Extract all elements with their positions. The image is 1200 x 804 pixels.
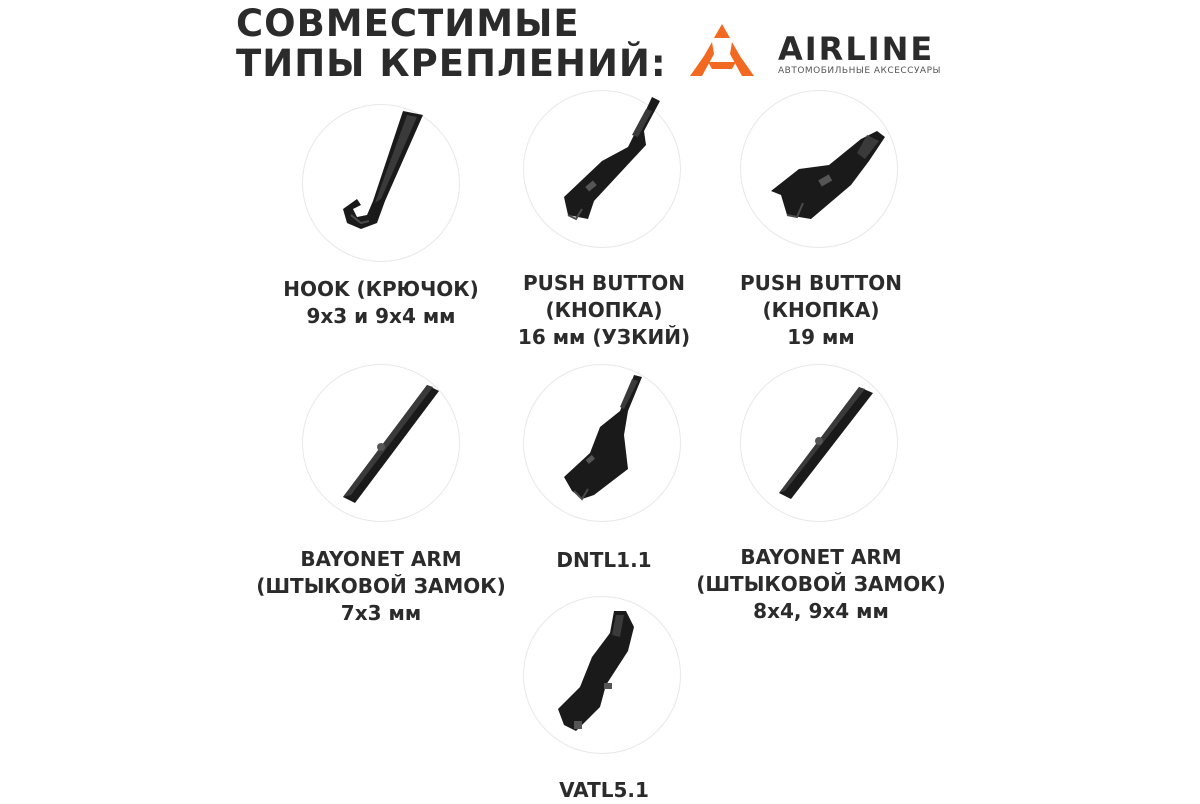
mount-label-line: VATL5.1 [559,778,649,802]
bayonet-arm-8x4-icon [741,365,897,521]
mount-label-line: HOOK (КРЮЧОК) [283,277,479,301]
mount-label-line: 19 мм [787,325,855,349]
mount-image-dntl [523,364,681,522]
mount-label-line: BAYONET ARM [740,545,902,569]
mount-label-line: 8x4, 9x4 мм [753,599,889,623]
mount-label-line: DNTL1.1 [556,548,652,572]
vatl-adapter-icon [524,597,680,753]
mount-label-line: 9x3 и 9x4 мм [306,304,456,328]
mount-label-line: (КНОПКА) [762,298,880,322]
mount-image-bayonet-7x3 [302,364,460,522]
mount-image-bayonet-8x4 [740,364,898,522]
mount-image-push-button-16 [523,90,681,248]
mount-label-line: BAYONET ARM [300,547,462,571]
mount-label-line: PUSH BUTTON [740,271,902,295]
dntl-adapter-icon [524,365,680,521]
hook-adapter-icon [303,105,459,261]
bayonet-arm-7x3-icon [303,365,459,521]
push-button-16-adapter-icon [524,91,680,247]
mount-label-line: (ШТЫКОВОЙ ЗАМОК) [696,572,946,596]
title-line-2: ТИПЫ КРЕПЛЕНИЙ: [236,42,667,85]
mount-label-line: PUSH BUTTON [523,271,685,295]
mount-label-push-button-19 [671,270,971,351]
mount-label-bayonet-8x4 [671,544,971,625]
page-title [236,4,667,84]
mount-label-line: (ШТЫКОВОЙ ЗАМОК) [256,574,506,598]
airline-logo [686,22,976,78]
mount-image-hook [302,104,460,262]
airline-logo-mark-icon [686,22,758,78]
brand-tagline: АВТОМОБИЛЬНЫЕ АКСЕССУАРЫ [778,66,941,76]
push-button-19-adapter-icon [741,91,897,247]
brand-name: AIRLINE [778,30,935,68]
mount-label-line: 7x3 мм [340,601,422,625]
mount-label-line: 16 мм (УЗКИЙ) [517,325,691,349]
mount-image-vatl [523,596,681,754]
mount-image-push-button-19 [740,90,898,248]
mount-label-line: (КНОПКА) [545,298,663,322]
title-line-1: СОВМЕСТИМЫЕ [236,2,580,45]
